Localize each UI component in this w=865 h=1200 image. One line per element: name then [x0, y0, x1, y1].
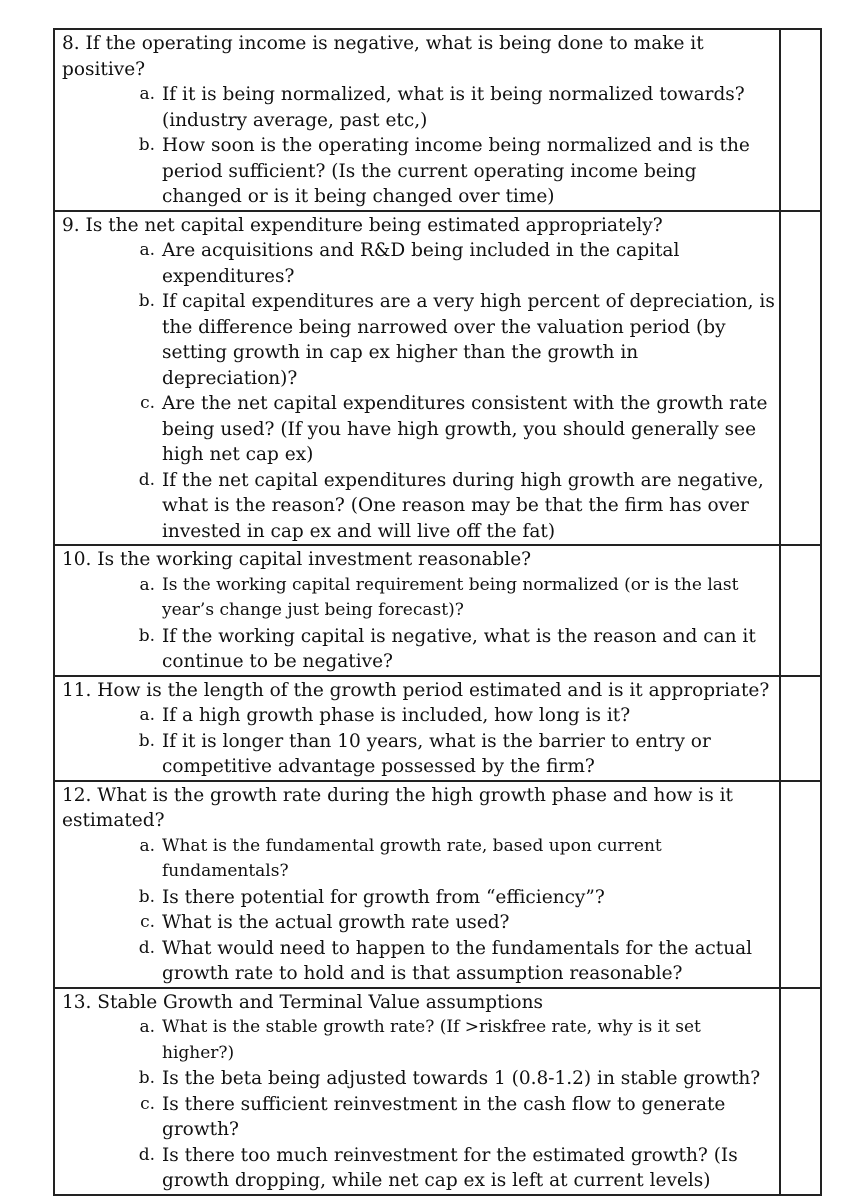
sub-question — [62, 910, 775, 936]
sub-question — [62, 729, 775, 780]
sub-question-letter: b. — [138, 1068, 155, 1088]
question-cell — [54, 781, 780, 988]
sub-question-letter: a. — [139, 1017, 155, 1037]
sub-question — [62, 1092, 775, 1143]
sub-question — [62, 1015, 775, 1066]
question-title: 10. Is the working capital investment reasonable? — [62, 549, 532, 570]
sub-question — [62, 703, 775, 729]
question-row-13 — [54, 988, 821, 1195]
sub-question-list — [62, 82, 775, 210]
sub-question-text: If a high growth phase is included, how long is it? — [162, 705, 631, 726]
sub-question — [62, 1066, 775, 1092]
sub-question — [62, 238, 775, 289]
sub-question-list — [62, 573, 775, 675]
sub-question-text: What is the stable growth rate? (If >riskfree rate, why is it set higher?) — [162, 1017, 701, 1063]
checklist-table — [53, 28, 822, 1196]
sub-question-text: Is the beta being adjusted towards 1 (0.8-1.2) in stable growth? — [162, 1068, 761, 1089]
question-row-8 — [54, 29, 821, 211]
sub-question — [62, 82, 775, 133]
sub-question — [62, 936, 775, 987]
sub-question-text: Is the working capital requirement being normalized (or is the last year’s change just being forecast)? — [162, 574, 739, 620]
sub-question-list — [62, 1015, 775, 1194]
sub-question-text: Is there potential for growth from “efficiency”? — [162, 886, 605, 908]
checkbox-cell[interactable] — [780, 545, 821, 676]
sub-question-letter: a. — [139, 240, 155, 260]
sub-question — [62, 885, 775, 911]
sub-question-letter: b. — [138, 625, 155, 646]
sub-question-text: Are the net capital expenditures consistent with the growth rate being used? (If you have high growth, you should generally see high net cap ex) — [162, 393, 768, 465]
sub-question-list — [62, 238, 775, 544]
question-row-10 — [54, 545, 821, 676]
sub-question-text: How soon is the operating income being normalized and is the period sufficient? (Is the current operating income being changed or is it being changed over time) — [162, 135, 750, 207]
question-cell — [54, 29, 780, 211]
sub-question-letter: a. — [139, 835, 155, 856]
question-title: 11. How is the length of the growth period estimated and is it appropriate? — [62, 679, 770, 701]
sub-question — [62, 391, 775, 468]
sub-question — [62, 1143, 775, 1194]
sub-question-letter: d. — [138, 469, 155, 490]
sub-question-text: If the working capital is negative, what is the reason and can it continue to be negative? — [162, 625, 756, 672]
question-row-12 — [54, 781, 821, 988]
question-title: 13. Stable Growth and Terminal Value assumptions — [62, 991, 543, 1013]
checkbox-cell[interactable] — [780, 29, 821, 211]
sub-question-letter: b. — [138, 135, 155, 155]
checkbox-cell[interactable] — [780, 676, 821, 781]
question-title: 9. Is the net capital expenditure being estimated appropriately? — [62, 214, 663, 236]
sub-question-text: If it is being normalized, what is it being normalized towards? (industry average, past etc,) — [162, 84, 745, 131]
sub-question-letter: a. — [139, 705, 155, 725]
sub-question-text: What would need to happen to the fundamentals for the actual growth rate to hold and is that assumption reasonable? — [162, 937, 753, 984]
sub-question-text: What is the actual growth rate used? — [162, 912, 510, 933]
sub-question-letter: a. — [139, 84, 155, 104]
sub-question-text: If it is longer than 10 years, what is the barrier to entry or competitive advantage possessed by the firm? — [162, 730, 711, 777]
sub-question-text: If the net capital expenditures during high growth are negative, what is the reason? (One reason may be that the firm has over invested in cap ex and will live off the fat) — [162, 469, 764, 542]
sub-question-text: Is there too much reinvestment for the estimated growth? (Is growth dropping, while net cap ex is left at current levels) — [162, 1144, 738, 1191]
sub-question-letter: d. — [138, 1144, 155, 1165]
sub-question-letter: d. — [138, 937, 155, 958]
sub-question-letter: b. — [138, 730, 155, 751]
question-title: 12. What is the growth rate during the high growth phase and how is it estimated? — [62, 784, 733, 831]
checkbox-cell[interactable] — [780, 988, 821, 1195]
sub-question-list — [62, 834, 775, 987]
sub-question-text: If capital expenditures are a very high percent of depreciation, is the difference being narrowed over the valuation period (by setting growth in cap ex higher than the growth in depreciation)? — [162, 291, 775, 389]
sub-question — [62, 834, 775, 885]
sub-question — [62, 133, 775, 210]
question-row-11 — [54, 676, 821, 781]
sub-question-letter: c. — [140, 1093, 155, 1114]
sub-question-letter: c. — [140, 912, 155, 932]
question-cell — [54, 211, 780, 546]
sub-question-letter: c. — [140, 393, 155, 413]
checkbox-cell[interactable] — [780, 781, 821, 988]
sub-question — [62, 289, 775, 391]
sub-question-text: What is the fundamental growth rate, based upon current fundamentals? — [162, 835, 662, 881]
question-cell — [54, 676, 780, 781]
question-cell — [54, 545, 780, 676]
question-title: 8. If the operating income is negative, what is being done to make it positive? — [62, 33, 704, 80]
sub-question — [62, 468, 775, 545]
sub-question-letter: b. — [138, 886, 155, 907]
question-row-9 — [54, 211, 821, 546]
sub-question-letter: b. — [138, 291, 155, 311]
sub-question-text: Is there sufficient reinvestment in the cash flow to generate growth? — [162, 1093, 726, 1140]
checkbox-cell[interactable] — [780, 211, 821, 546]
sub-question-text: Are acquisitions and R&D being included in the capital expenditures? — [162, 240, 680, 287]
sub-question — [62, 624, 775, 675]
question-cell — [54, 988, 780, 1195]
sub-question-list — [62, 703, 775, 780]
sub-question-letter: a. — [139, 574, 155, 595]
sub-question — [62, 573, 775, 624]
